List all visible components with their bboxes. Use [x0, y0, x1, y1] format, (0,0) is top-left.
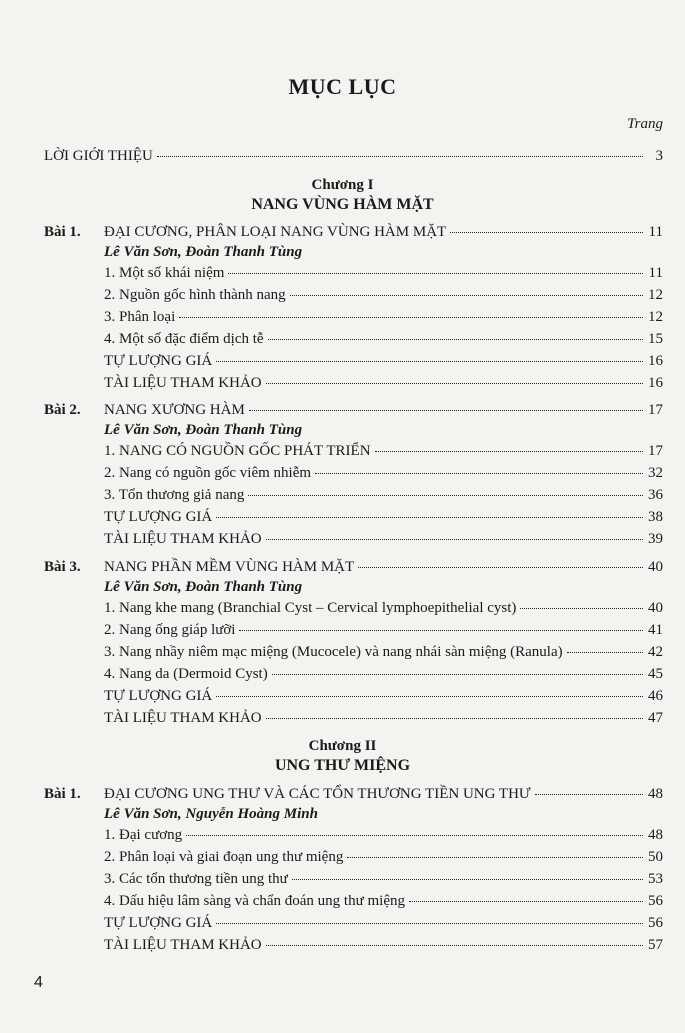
entry-label: TÀI LIỆU THAM KHẢO: [104, 937, 262, 953]
entry-label: TÀI LIỆU THAM KHẢO: [104, 710, 262, 726]
entry-page: 40: [648, 559, 663, 575]
toc-entry: [104, 351, 663, 371]
entry-label: 3. Các tổn thương tiền ung thư: [104, 871, 288, 887]
dot-leader: [266, 718, 643, 719]
chapter-heading: Chương I: [311, 177, 374, 193]
entry-page: 39: [648, 531, 663, 547]
entry-page: 47: [648, 710, 663, 726]
toc-entry: [104, 307, 663, 327]
dot-leader: [228, 273, 643, 274]
entry-label: 2. Nang có nguồn gốc viêm nhiễm: [104, 465, 312, 481]
lesson-title-entry: [104, 557, 663, 577]
dot-leader: [409, 901, 643, 902]
chapter-name: UNG THƯ MIỆNG: [274, 757, 411, 774]
entry-page: 38: [648, 509, 663, 525]
dot-leader: [157, 156, 643, 157]
entry-label: 4. Nang da (Dermoid Cyst): [104, 666, 268, 682]
entry-label: 3. Nang nhầy niêm mạc miệng (Mucocele) và nang nhái sàn miệng (Ranula): [104, 644, 563, 660]
entry-label: 3. Tổn thương giả nang: [104, 487, 245, 503]
entry-page: 32: [648, 465, 663, 481]
dot-leader: [567, 652, 643, 653]
entry-page: 16: [648, 353, 663, 369]
dot-leader: [450, 232, 643, 233]
dot-leader: [535, 794, 643, 795]
lesson-title-entry: [104, 222, 663, 242]
lesson-title-entry: [104, 784, 663, 804]
toc-entry: [104, 686, 663, 706]
entry-page: 16: [648, 375, 663, 391]
lesson-authors: Lê Văn Sơn, Nguyễn Hoàng Minh: [104, 806, 318, 822]
chapter-heading: Chương II: [308, 738, 377, 754]
entry-page: 3: [655, 148, 663, 164]
dot-leader: [272, 674, 643, 675]
entry-label: 1. Nang khe mang (Branchial Cyst – Cervical lymphoepithelial cyst): [104, 600, 517, 616]
dot-leader: [249, 410, 643, 411]
entry-page: 42: [648, 644, 663, 660]
dot-leader: [186, 835, 643, 836]
chapter-name: NANG VÙNG HÀM MẶT: [251, 196, 434, 213]
dot-leader: [292, 879, 643, 880]
entry-label: 2. Phân loại và giai đoạn ung thư miệng: [104, 849, 344, 865]
toc-entry: [104, 329, 663, 349]
page-column-label: Trang: [627, 116, 663, 132]
entry-label: TỰ LƯỢNG GIÁ: [104, 353, 213, 369]
toc-entry: [104, 285, 663, 305]
entry-label: 2. Nang ống giáp lưỡi: [104, 622, 236, 638]
toc-entry: [104, 620, 663, 640]
lesson-number: Bài 2.: [44, 402, 81, 418]
dot-leader: [239, 630, 643, 631]
toc-entry: [104, 441, 663, 461]
dot-leader: [266, 539, 643, 540]
lesson-number: Bài 3.: [44, 559, 81, 575]
entry-page: 11: [648, 224, 663, 240]
lesson-authors: Lê Văn Sơn, Đoàn Thanh Tùng: [104, 244, 303, 260]
lesson-title: NANG XƯƠNG HÀM: [104, 402, 245, 418]
dot-leader: [216, 517, 643, 518]
entry-label: 2. Nguồn gốc hình thành nang: [104, 287, 286, 303]
entry-label: TÀI LIỆU THAM KHẢO: [104, 375, 262, 391]
entry-label: TỰ LƯỢNG GIÁ: [104, 509, 213, 525]
entry-page: 36: [648, 487, 663, 503]
entry-page: 56: [648, 893, 663, 909]
toc-entry: [104, 263, 663, 283]
toc-entry: [104, 664, 663, 684]
entry-page: 50: [648, 849, 663, 865]
lesson-authors: Lê Văn Sơn, Đoàn Thanh Tùng: [104, 579, 303, 595]
dot-leader: [358, 567, 643, 568]
dot-leader: [290, 295, 643, 296]
entry-label: 1. Một số khái niệm: [104, 265, 225, 281]
dot-leader: [520, 608, 643, 609]
entry-label: 4. Dấu hiệu lâm sàng và chẩn đoán ung thư miệng: [104, 893, 405, 909]
toc-entry: [104, 373, 663, 393]
dot-leader: [347, 857, 643, 858]
entry-label: LỜI GIỚI THIỆU: [44, 148, 153, 164]
entry-page: 45: [648, 666, 663, 682]
entry-page: 17: [648, 402, 663, 418]
entry-page: 53: [648, 871, 663, 887]
entry-page: 46: [648, 688, 663, 704]
lesson-title: NANG PHẦN MỀM VÙNG HÀM MẶT: [104, 559, 355, 575]
dot-leader: [315, 473, 643, 474]
entry-page: 41: [648, 622, 663, 638]
lesson-title: ĐẠI CƯƠNG, PHÂN LOẠI NANG VÙNG HÀM MẶT: [104, 224, 447, 240]
toc-entry: [104, 847, 663, 867]
page-number: 4: [34, 974, 43, 991]
dot-leader: [216, 923, 643, 924]
dot-leader: [216, 361, 643, 362]
dot-leader: [375, 451, 643, 452]
entry-label: TỰ LƯỢNG GIÁ: [104, 688, 213, 704]
toc-entry-intro: [44, 146, 663, 166]
entry-page: 15: [648, 331, 663, 347]
entry-page: 57: [648, 937, 663, 953]
toc-title: MỤC LỤC: [288, 74, 397, 99]
lesson-title: ĐẠI CƯƠNG UNG THƯ VÀ CÁC TỔN THƯƠNG TIỀN UNG THƯ: [104, 786, 531, 802]
entry-label: 1. Đại cương: [104, 827, 183, 843]
toc-entry: [104, 485, 663, 505]
dot-leader: [248, 495, 643, 496]
toc-entry: [104, 825, 663, 845]
lesson-number: Bài 1.: [44, 786, 81, 802]
dot-leader: [266, 945, 643, 946]
toc-entry: [104, 529, 663, 549]
toc-entry: [104, 891, 663, 911]
entry-page: 48: [648, 827, 663, 843]
entry-label: TÀI LIỆU THAM KHẢO: [104, 531, 262, 547]
dot-leader: [179, 317, 643, 318]
lesson-title-entry: [104, 400, 663, 420]
entry-page: 12: [648, 309, 663, 325]
toc-entry: [104, 869, 663, 889]
entry-label: TỰ LƯỢNG GIÁ: [104, 915, 213, 931]
entry-label: 3. Phân loại: [104, 309, 176, 325]
lesson-number: Bài 1.: [44, 224, 81, 240]
toc-entry: [104, 913, 663, 933]
toc-entry: [104, 708, 663, 728]
dot-leader: [266, 383, 643, 384]
entry-page: 11: [648, 265, 663, 281]
toc-entry: [104, 507, 663, 527]
entry-label: 1. NANG CÓ NGUỒN GỐC PHÁT TRIỂN: [104, 443, 371, 459]
entry-page: 48: [648, 786, 663, 802]
entry-page: 56: [648, 915, 663, 931]
toc-entry: [104, 642, 663, 662]
toc-entry: [104, 935, 663, 955]
dot-leader: [268, 339, 643, 340]
toc-entry: [104, 463, 663, 483]
entry-page: 12: [648, 287, 663, 303]
entry-label: 4. Một số đặc điểm dịch tễ: [104, 331, 264, 347]
entry-page: 40: [648, 600, 663, 616]
toc-entry: [104, 598, 663, 618]
lesson-authors: Lê Văn Sơn, Đoàn Thanh Tùng: [104, 422, 303, 438]
entry-page: 17: [648, 443, 663, 459]
dot-leader: [216, 696, 643, 697]
